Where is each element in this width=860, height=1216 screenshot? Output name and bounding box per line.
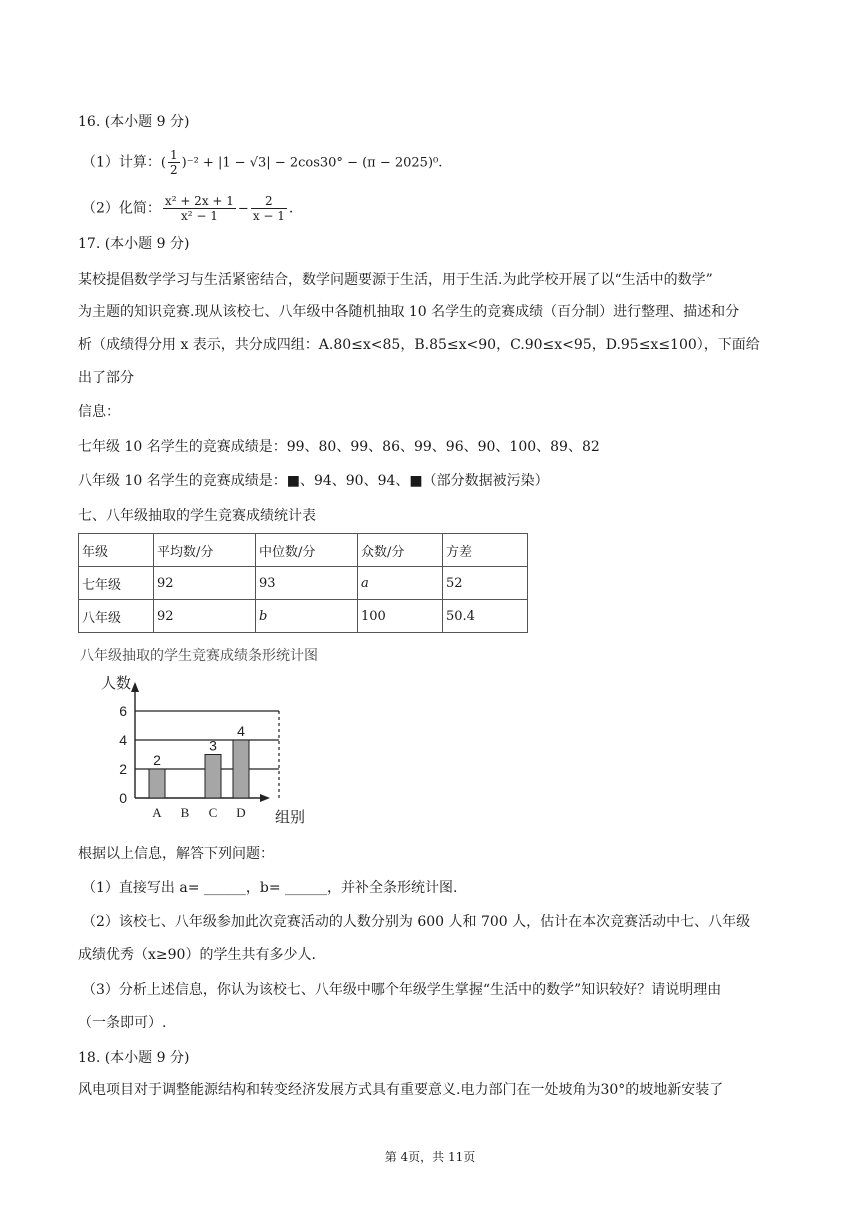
frac-num: x² + 2x + 1: [164, 194, 234, 208]
table-cell: 93: [256, 567, 358, 600]
frac-num: 2: [251, 194, 287, 209]
stats-table: [78, 533, 528, 633]
frac-den: x − 1: [252, 209, 285, 223]
table-cell: 92: [154, 600, 256, 633]
bar-D: [233, 740, 249, 798]
table-cell: 52: [443, 567, 528, 600]
bar-A: [149, 769, 165, 798]
category-label-C: C: [208, 805, 218, 820]
q16-part2-label: （2）化简：: [82, 200, 161, 217]
frac-num: 1: [170, 148, 178, 162]
frac-den: x² − 1: [180, 209, 218, 223]
data-label-C: 3: [209, 737, 217, 754]
category-label-D: D: [236, 805, 246, 820]
period: .: [288, 200, 294, 217]
q18-para1: 风电项目对于调整能源结构和转变经济发展方式具有重要意义.电力部门在一处坡角为30°的坡地新安装了: [78, 1082, 724, 1098]
table-cell: a: [358, 567, 443, 600]
fraction-1: [163, 194, 236, 223]
bar-C: [205, 755, 221, 799]
q17-para3: 析（成绩得分用 x 表示，共分成四组：A.80≤x<85，B.85≤x<90，C.90≤x<95，D.95≤x≤100），下面给: [78, 337, 760, 353]
grade7-scores: 七年级 10 名学生的竞赛成绩是：99、80、99、86、99、96、90、100、89、82: [78, 439, 600, 455]
table-title: 七、八年级抽取的学生竞赛成绩统计表: [78, 508, 316, 524]
q17-para2: 为主题的知识竞赛.现从该校七、八年级中各随机抽取 10 名学生的竞赛成绩（百分制）进行整理、描述和分: [78, 304, 740, 320]
category-label-A: A: [152, 805, 162, 820]
q16-header: 16. (本小题 9 分): [78, 114, 190, 130]
table-header-cell: 方差: [443, 534, 528, 567]
frac-den: 2: [170, 163, 178, 177]
table-row: [79, 567, 528, 600]
y-axis-arrow-icon: [131, 682, 139, 692]
q16-part1-expression: )⁻² + |1 − √3| − 2cos30° − (π − 2025)⁰.: [181, 155, 443, 171]
q17-para1: 某校提倡数学学习与生活紧密结合，数学问题要源于生活，用于生活.为此学校开展了以“生活中的数学”: [78, 272, 713, 288]
x-axis-arrow-icon: [260, 794, 270, 802]
table-cell: 50.4: [443, 600, 528, 633]
q17-info: 信息：: [78, 404, 120, 420]
y-tick-label: 0: [119, 790, 127, 806]
bar-chart: [80, 672, 320, 832]
table-cell: 92: [154, 567, 256, 600]
q17-sub1: （1）直接写出 a= ______，b= ______，并补全条形统计图.: [82, 880, 458, 896]
fraction-one-half: [168, 148, 180, 177]
q17-header: 17. (本小题 9 分): [78, 236, 190, 252]
table-header-cell: 众数/分: [358, 534, 443, 567]
q18-header: 18. (本小题 9 分): [78, 1050, 190, 1066]
x-axis-label: 组别: [274, 808, 306, 826]
q16-part1: [82, 148, 442, 177]
table-cell: b: [256, 600, 358, 633]
category-label-B: B: [180, 805, 190, 820]
y-tick-label: 6: [119, 703, 127, 719]
page-footer: 第 4页，共 11页: [384, 1150, 476, 1164]
grade8-scores: 八年级 10 名学生的竞赛成绩是：■、94、90、94、■（部分数据被污染）: [78, 473, 549, 489]
data-label-D: 4: [237, 723, 245, 739]
q16-part2: [82, 194, 293, 223]
y-tick-label: 4: [119, 732, 127, 748]
q17-sub2a: （2）该校七、八年级参加此次竞赛活动的人数分别为 600 人和 700 人，估计在本次竞赛活动中七、八年级: [82, 914, 751, 930]
open-paren: (: [160, 155, 166, 171]
table-cell: 八年级: [79, 600, 154, 633]
q17-sub3b: （一条即可）.: [78, 1015, 167, 1031]
table-header-cell: 年级: [79, 534, 154, 567]
q17-intro: 根据以上信息，解答下列问题：: [78, 846, 274, 862]
data-label-A: 2: [153, 752, 161, 768]
table-header-row: [79, 534, 528, 567]
q16-part1-label: （1）计算：: [82, 154, 161, 171]
minus-sign: −: [237, 201, 249, 217]
table-cell: 七年级: [79, 567, 154, 600]
chart-title: 八年级抽取的学生竞赛成绩条形统计图: [80, 648, 318, 664]
q17-sub3a: （3）分析上述信息，你认为该校七、八年级中哪个年级学生掌握“生活中的数学”知识较好？请说明理由: [82, 982, 722, 998]
table-header-cell: 中位数/分: [256, 534, 358, 567]
table-row: [79, 600, 528, 633]
table-cell: 100: [358, 600, 443, 633]
q17-para4: 出了部分: [78, 370, 134, 386]
y-tick-label: 2: [119, 761, 127, 777]
fraction-2: [251, 194, 287, 223]
table-header-cell: 平均数/分: [154, 534, 256, 567]
y-axis-label: 人数: [100, 674, 132, 692]
q17-sub2b: 成绩优秀（x≥90）的学生共有多少人.: [78, 947, 316, 963]
